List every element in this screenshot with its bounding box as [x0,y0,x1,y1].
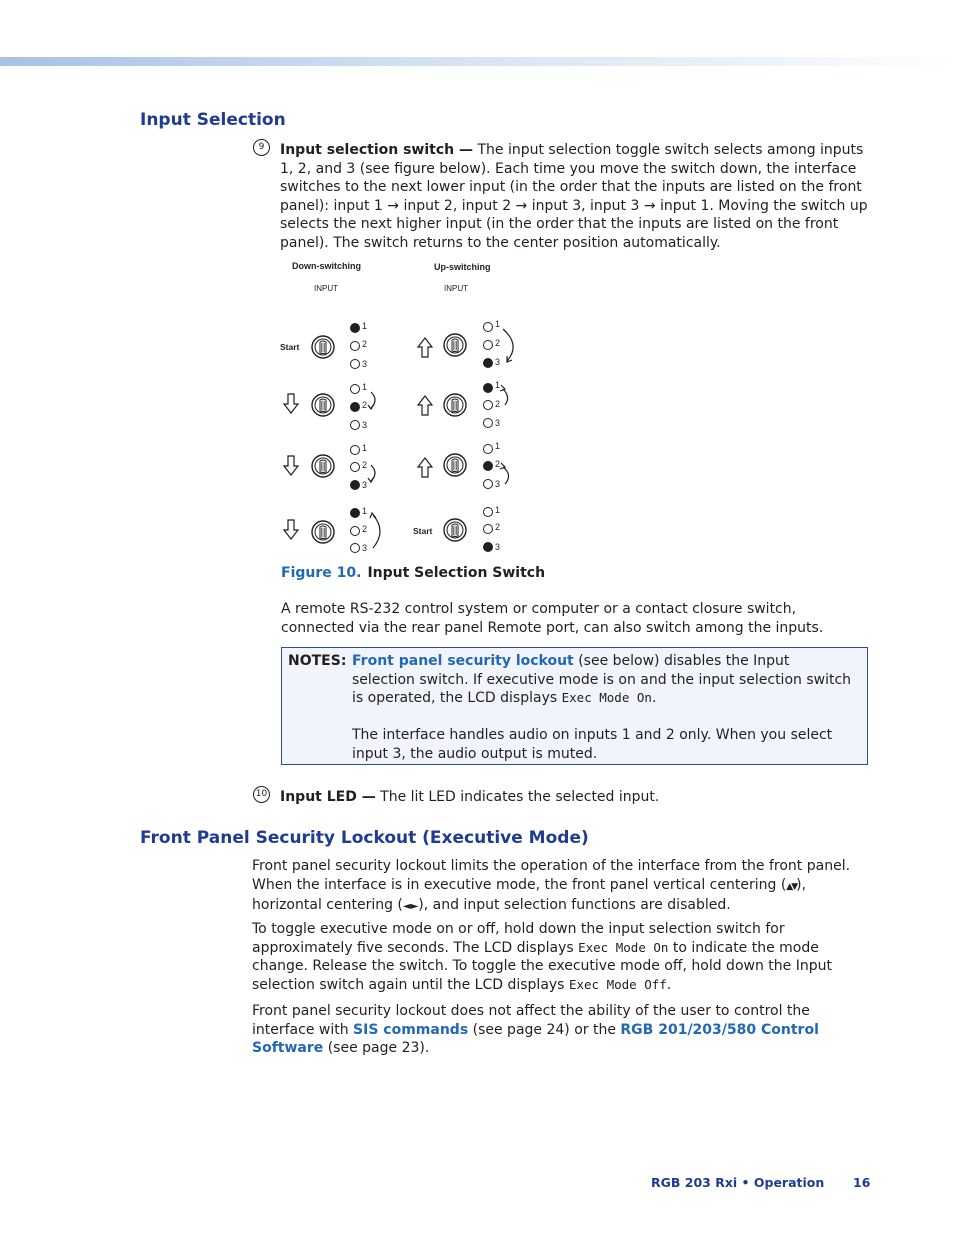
led-group [484,380,508,428]
figure-caption [281,565,545,581]
arrow-up-icon [418,458,432,477]
toggle-switch-icon [444,394,466,416]
curved-arrow-icon [503,389,508,405]
curved-arrow-icon [373,515,380,548]
led-number-2: 2 [495,338,501,348]
led-number-3: 3 [495,357,501,367]
lockout-p1-a: Front panel security lockout limits the operation of the interface from the front panel. When the interface is in executive mode, the front panel vertical centering ( [252,858,851,893]
vertical-arrows-icon: ▲▼ [786,881,797,892]
curved-arrow-icon [503,329,513,361]
note-1 [352,652,852,708]
led-number-2: 2 [362,339,368,349]
callout-10-icon: 10 [253,786,270,803]
toggle-switch-icon [444,519,466,541]
led-group [351,321,368,369]
callout-9-icon: 9 [253,139,270,156]
toggle-switch-icon [444,334,466,356]
figure-caption-text: Input Selection Switch [367,565,546,581]
led-number-2: 2 [362,460,368,470]
heading-front-panel-security-lockout: Front Panel Security Lockout (Executive Mode) [140,828,589,848]
led-number-3: 3 [362,359,368,369]
led-group [351,506,381,553]
input-selection-switch-text: The input selection toggle switch selects among inputs 1, 2, and 3 (see figure below). Each time you move the switch down, the interface switches to the next lower input (in the order that the inputs are listed on the front panel): input 1 → input 2, input 2 → input 3, input 3 → input 1. Moving the switch up selects the next higher input (in the order that the inputs are listed on the front panel). The switch returns to the center position automatically. [280,142,868,251]
curved-arrow-icon [503,467,509,484]
arrow-up-icon [418,396,432,415]
code-exec-mode-off: Exec Mode Off [568,976,667,992]
arrow-down-icon [284,456,298,475]
up-switching-label: Up-switching [434,262,491,272]
lockout-p1-b: ), horizontal centering ( [252,876,807,914]
lockout-p3-c: (see page 23). [323,1040,430,1057]
page-number: 16 [853,1175,871,1190]
led-number-2: 2 [362,400,368,410]
lockout-p3-b: (see page 24) or the [468,1021,621,1038]
led-number-3: 3 [495,418,501,428]
lockout-para-1 [252,857,870,917]
led-number-2: 2 [495,459,501,469]
led-number-2: 2 [495,399,501,409]
code-exec-mode-on: Exec Mode On [578,939,669,955]
remote-control-para: A remote RS-232 control system or computer or a contact closure switch, connected via the rear panel Remote port, can also switch among the inputs. [281,601,824,636]
arrow-down-icon [284,520,298,539]
lockout-p2-a: To toggle executive mode on or off, hold down the input selection switch for approximately five seconds. The LCD displays [252,921,785,956]
figure-caption-label: Figure 10. [281,565,362,581]
link-control-software[interactable]: RGB 201/203/580 Control Software [252,1021,819,1057]
led-number-1: 1 [362,321,368,331]
lockout-para-2 [252,920,870,994]
lockout-para-3 [252,1002,870,1058]
link-sis-commands[interactable]: SIS commands [353,1021,469,1038]
term-input-selection-switch: Input selection switch — [280,142,473,158]
led-number-2: 2 [362,524,368,534]
notes-box [281,647,868,765]
notes-body [352,652,852,764]
term-input-led: Input LED — [280,789,376,805]
led-number-3: 3 [495,542,501,552]
start-label-left: Start [280,342,300,352]
led-number-1: 1 [495,441,501,451]
toggle-switch-icon [312,521,334,543]
toggle-switch-icon [312,336,334,358]
input-led-text: The lit LED indicates the selected input. [375,789,660,805]
led-number-1: 1 [495,505,501,515]
led-number-2: 2 [495,522,501,532]
led-group [484,505,501,552]
lockout-p2-b: to indicate the mode change. Release the switch. To toggle the executive mode off, hold down the Input selection switch again until the LCD displays [252,939,832,993]
input-label-left: INPUT [314,284,338,293]
arrow-down-icon [284,394,298,413]
led-number-1: 1 [362,443,368,453]
lockout-p3-a: Front panel security lockout does not affect the ability of the user to control the interface with [252,1003,810,1038]
lockout-p1-c: ), and input selection functions are disabled. [418,897,731,914]
toggle-switch-icon [312,455,334,477]
note-1-text: (see below) disables the Input selection switch. If executive mode is on and the input selection switch is operated, the LCD displays [352,653,852,707]
notes-label: NOTES: [288,653,347,669]
toggle-switch-icon [312,394,334,416]
toggle-switch-icon [444,454,466,476]
input-selection-figure [275,255,535,555]
start-label-right: Start [413,526,433,536]
led-group [484,319,514,368]
arrow-up-icon [418,338,432,357]
horizontal-arrows-icon: ◄► [402,901,419,913]
header-gradient-bar [0,57,954,66]
input-selection-switch-para [280,141,870,253]
link-front-panel-security-lockout[interactable]: Front panel security lockout [352,653,574,669]
code-exec-mode-on: Exec Mode On [561,690,652,706]
led-group [351,443,376,490]
lockout-p2-c: . [666,976,672,993]
input-label-right: INPUT [444,284,468,293]
led-number-3: 3 [362,420,368,430]
led-number-1: 1 [495,380,501,390]
led-number-3: 3 [362,480,368,490]
led-number-1: 1 [362,382,368,392]
led-group [484,441,509,489]
heading-input-selection: Input Selection [140,110,286,130]
led-number-3: 3 [362,543,368,553]
input-led-para [280,788,870,807]
led-number-1: 1 [495,319,501,329]
led-number-3: 3 [495,479,501,489]
down-switching-label: Down-switching [292,261,361,271]
note-1-end: . [651,690,657,707]
led-number-1: 1 [362,506,368,516]
led-group [351,382,376,430]
footer-title: RGB 203 Rxi • Operation [651,1175,825,1190]
note-2: The interface handles audio on inputs 1 and 2 only. When you select input 3, the audio output is muted. [352,727,833,762]
